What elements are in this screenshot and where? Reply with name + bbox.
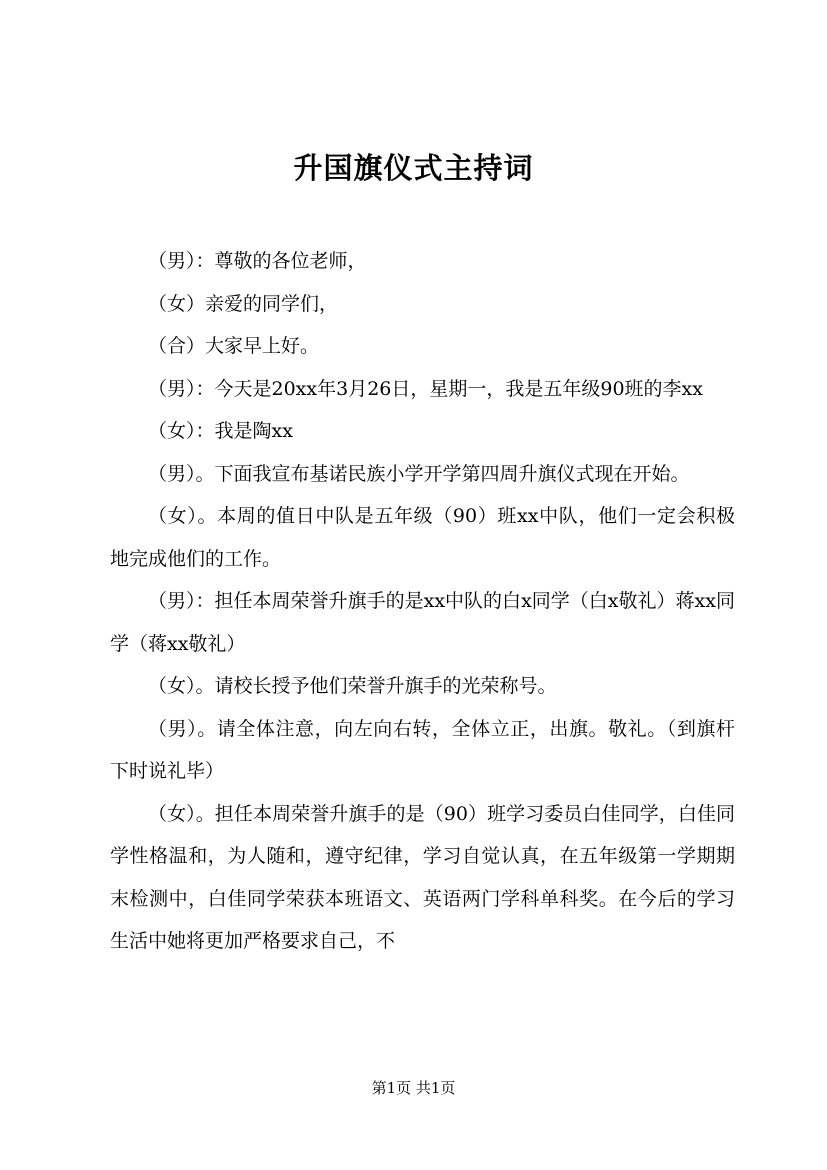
- paragraph: （合）大家早上好。: [148, 335, 320, 357]
- paragraph: （女）。担任本周荣誉升旗手的是（90）班学习委员白佳同学，白佳同学性格温和，为人随和，遵守纪律，学习自觉认真，在五年级第一学期期末检测中，白佳同学荣获本班语文、英语两门学科单科奖。在今后的学习生活中她将更加严格要求自己，不: [110, 802, 735, 952]
- paragraph: （男）。请全体注意，向左向右转，全体立正，出旗。敬礼。（到旗杆下时说礼毕）: [110, 717, 735, 782]
- paragraph: （女）亲爱的同学们，: [148, 292, 339, 315]
- paragraph: （女）。本周的值日中队是五年级（90）班xx中队，他们一定会积极地完成他们的工作。: [110, 505, 735, 570]
- paragraph: （男）。下面我宣布基诺民族小学开学第四周升旗仪式现在开始。: [148, 462, 690, 485]
- paragraph: （男）：尊敬的各位老师，: [148, 250, 367, 272]
- paragraph: （女）。请校长授予他们荣誉升旗手的光荣称号。: [148, 675, 557, 697]
- document-title: 升国旗仪式主持词: [293, 151, 534, 185]
- page-footer: 第1页 共1页: [371, 1079, 456, 1097]
- document-body: [110, 240, 735, 963]
- paragraph: （女）：我是陶xx: [148, 420, 293, 442]
- paragraph: （男）：担任本周荣誉升旗手的是xx中队的白x同学（白x敬礼）蒋xx同学（蒋xx敬礼）: [110, 590, 735, 655]
- paragraph: （男）：今天是20xx年3月26日，星期一，我是五年级90班的李xx: [148, 377, 703, 400]
